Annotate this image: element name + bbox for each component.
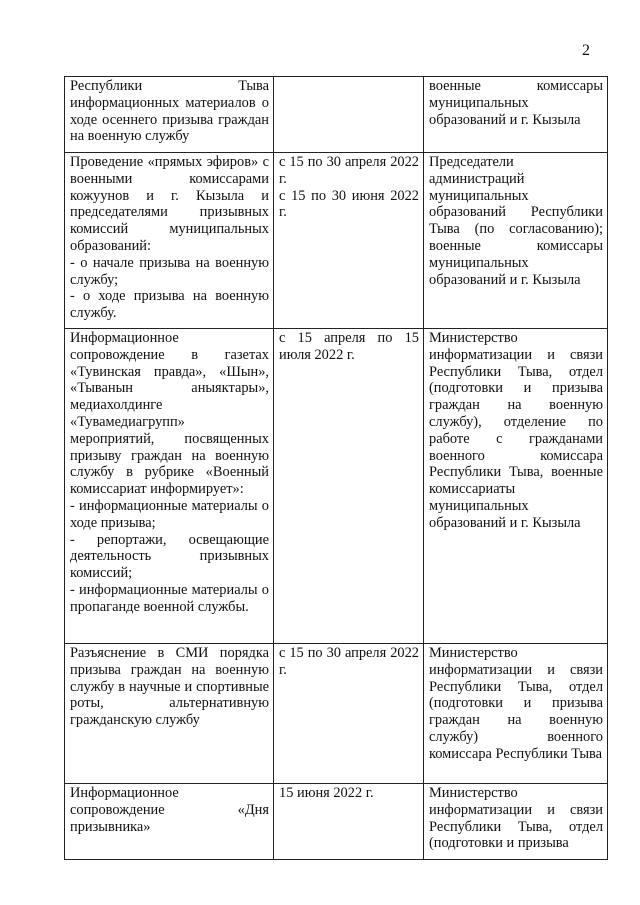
table-row [65,783,608,859]
period-text: 15 июня 2022 г. [279,784,374,801]
event-cell [65,643,274,783]
table-row [65,77,608,153]
period-text: с 15 по 30 апреля 2022 г. [279,644,419,678]
event-bullet: - о ходе призыва на военную службу. [70,288,269,322]
period-cell [274,328,424,643]
event-cell [65,153,274,329]
table-row [65,153,608,329]
period-cell [274,643,424,783]
period-cell [274,77,424,153]
responsible-text: Председатели администраций муниципальных образований Республики Тыва (по согласованию); военные комиссары муниципальных образований и г. Кызыла [429,154,603,288]
responsible-cell [424,77,608,153]
event-bullet: - о начале призыва на военную службу; [70,254,269,288]
period-cell [274,783,424,859]
responsible-cell [424,328,608,643]
event-cell [65,328,274,643]
period-text: с 15 апреля по 15 июля 2022 г. [279,329,419,363]
responsible-cell [424,643,608,783]
responsible-cell [424,153,608,329]
period-text: с 15 по 30 июня 2022 г. [279,187,419,221]
event-cell [65,77,274,153]
table-row [65,643,608,783]
event-text: Республики Тыва информационных материалов о ходе осеннего призыва граждан на военную службу [70,78,269,145]
event-text: Информационное сопровождение «Дня призывника» [70,784,269,835]
event-text: Разъяснение в СМИ порядка призыва граждан на военную службу в научные и спортивные роты, альтернативную гражданскую службу [70,644,269,729]
event-bullet: - информационные материалы о пропаганде военной службы. [70,581,269,615]
responsible-text: Министерство информатизации и связи Республики Тыва, отдел (подготовки и призыва [429,784,603,852]
event-bullet: - репортажи, освещающие деятельность призывных комиссий; [70,531,269,582]
responsible-cell [424,783,608,859]
events-table [64,76,608,860]
event-text: Информационное сопровождение в газетах «Тувинская правда», «Шын», «Тыванын аныяктары», медиахолдинге «Тувамедиагрупп» мероприятий, посвященных призыву граждан на военную службу в рубрике «Военный комиссариат информирует»: [70,329,269,498]
page-number: 2 [582,42,590,59]
table-row [65,328,608,643]
event-cell [65,783,274,859]
responsible-text: Министерство информатизации и связи Республики Тыва, отдел (подготовки и призыва граждан на военную службу) военного комиссара Республики Тыва [429,644,603,762]
responsible-text: военные комиссары муниципальных образований и г. Кызыла [429,78,603,128]
responsible-text: Министерство информатизации и связи Республики Тыва, отдел (подготовки и призыва граждан на военную службу), отделение по работе с гражданами военного комиссара Республики Тыва, военные комиссариаты муниципальных образований и г. Кызыла [429,329,603,531]
event-text: Проведение «прямых эфиров» с военными комиссарами кожуунов и г. Кызыла и председателями призывных комиссий муниципальных образований: [70,154,269,254]
period-cell [274,153,424,329]
event-bullet: - информационные материалы о ходе призыва; [70,497,269,531]
period-text: с 15 по 30 апреля 2022 г. [279,154,419,187]
